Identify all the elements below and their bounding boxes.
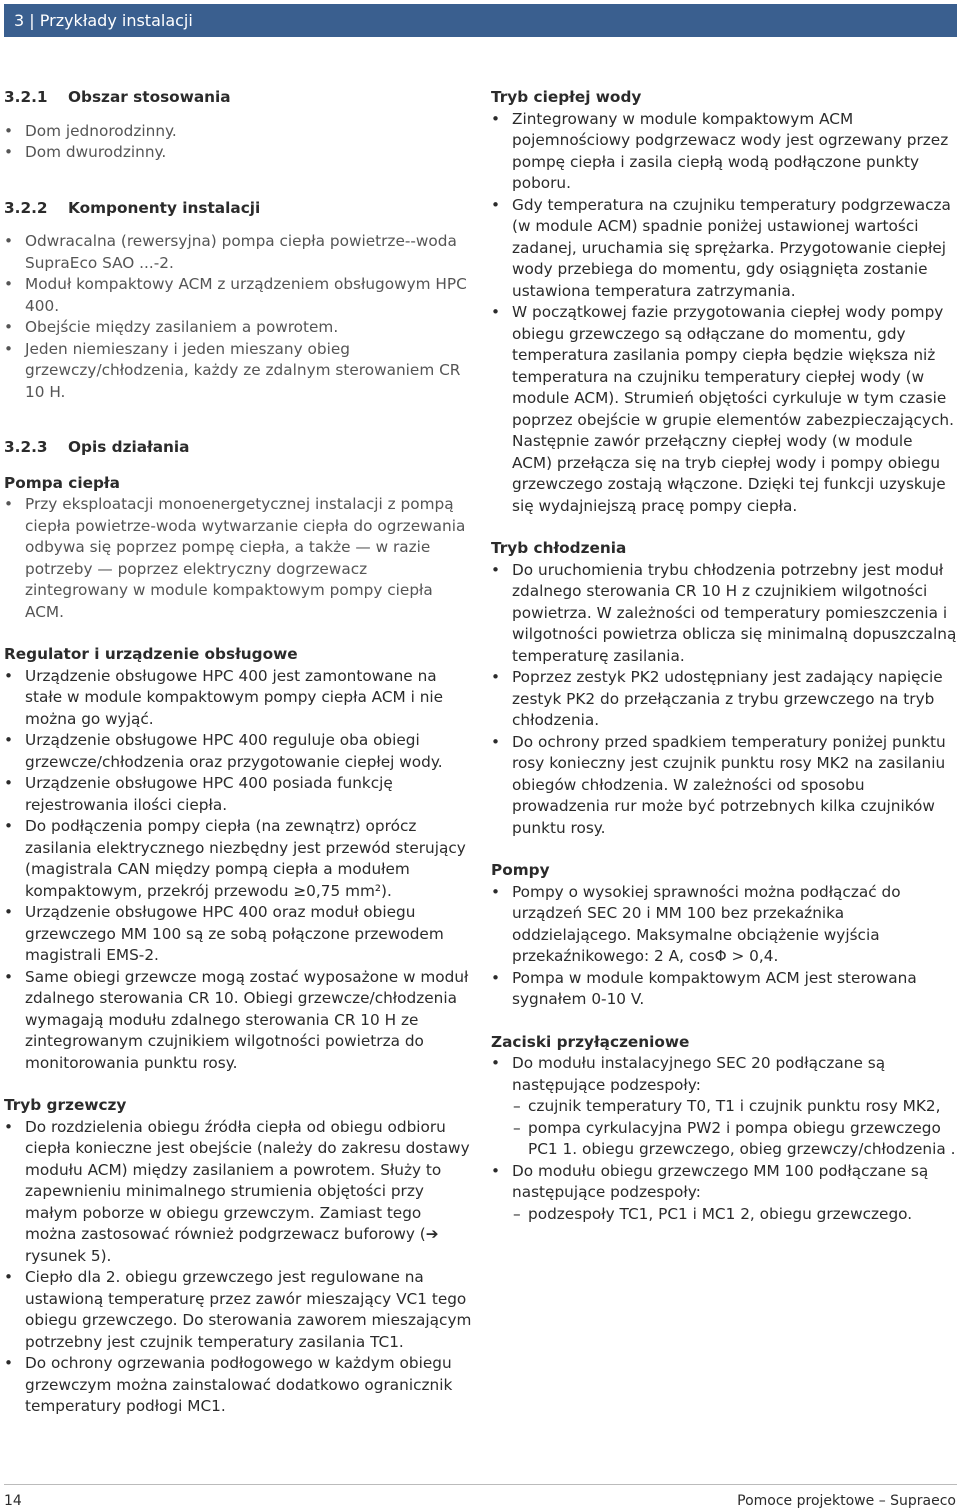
footer-title: Pomoce projektowe – Supraeco: [737, 1493, 956, 1509]
heat-pump-list: [4, 494, 474, 623]
list-item: • W początkowej fazie przygotowania ciepłej wody pompy obiegu grzewczego są odłączane do momentu, gdy temperatura zasilania pompy ciepła będzie większa niż temperatura na czujniku temperatury ciepłej wody (w module ACM). Strumień objętości cyrkuluje w tym czasie poprzez obejście w grupie elementów zabezpieczających. Następnie zawór przełączny ciepłej wody (w module ACM) przełącza się na tryb ciepłej wody i pompy obiegu grzewczego zostają włączone. Dzięki tej funkcji uzyskuje się wydajniejszą pracę pompy ciepła.: [491, 302, 957, 517]
list-item: • Do ochrony ogrzewania podłogowego w każdym obiegu grzewczym można zainstalować dodatkowo ogranicznik temperatury podłogi MC1.: [4, 1353, 474, 1418]
cooling-mode-list: [491, 560, 957, 840]
components-list: [4, 231, 474, 403]
subsection-title: Tryb ciepłej wody: [491, 88, 642, 106]
list-item: • Do podłączenia pompy ciepła (na zewnątrz) oprócz zasilania elektrycznego niezbędny jest przewód sterujący (magistrala CAN między pompą ciepła a modułem kompaktowym, przekrój przewodu ≥0,75 mm²).: [4, 816, 474, 902]
list-item: • Dom jednorodzinny.: [4, 121, 474, 143]
left-column: [4, 87, 474, 1418]
list-item: • Urządzenie obsługowe HPC 400 posiada funkcję rejestrowania ilości ciepła.: [4, 773, 474, 816]
subsection-title: Pompa ciepła: [4, 473, 120, 492]
list-item: • Poprzez zestyk PK2 udostępniany jest zadający napięcie zestyk PK2 do przełączania z trybu grzewczego na tryb chłodzenia.: [491, 667, 957, 732]
section-heading: 3.2.1 Obszar stosowania: [4, 88, 231, 106]
list-item: • Do modułu instalacyjnego SEC 20 podłączane są następujące podzespoły:: [491, 1053, 957, 1096]
list-item: • Do ochrony przed spadkiem temperatury poniżej punktu rosy konieczny jest czujnik punktu rosy MK2 na zasilaniu obiegów chłodzenia. W zależności od sposobu prowadzenia rur może być potrzebnych kilka czujników punktu rosy.: [491, 732, 957, 840]
subsection-title: Pompy: [491, 861, 550, 879]
pumps-list: [491, 882, 957, 1011]
list-item: • Dom dwurodzinny.: [4, 142, 474, 164]
terminals-list: [491, 1053, 957, 1225]
hot-water-list: [491, 109, 957, 518]
list-item: • Przy eksploatacji monoenergetycznej instalacji z pompą ciepła powietrze-woda wytwarzanie ciepła do ogrzewania odbywa się poprzez pompę ciepła, a także — w razie potrzeby — poprzez elektryczny dogrzewacz zintegrowany w module kompaktowym pompy ciepła ACM.: [4, 494, 474, 623]
subsection-title: Zaciski przyłączeniowe: [491, 1032, 690, 1051]
list-item: • Ciepło dla 2. obiegu grzewczego jest regulowane na ustawioną temperaturę przez zawór mieszający VC1 tego obiegu grzewczego. Do sterowania zaworem mieszającym potrzebny jest czujnik temperatury zasilania TC1.: [4, 1267, 474, 1353]
controller-list: [4, 666, 474, 1075]
heating-mode-list: [4, 1117, 474, 1418]
page-number: 14: [4, 1493, 22, 1509]
application-list: [4, 121, 474, 164]
page-header: [4, 4, 957, 37]
list-item: • Do modułu obiegu grzewczego MM 100 podłączane są następujące podzespoły:: [491, 1161, 957, 1204]
sub-list-item: – pompa cyrkulacyjna PW2 i pompa obiegu grzewczego PC1 1. obiegu grzewczego, obieg grzewczy/chłodzenia .: [491, 1118, 957, 1161]
list-item: • Do uruchomienia trybu chłodzenia potrzebny jest moduł zdalnego sterowania CR 10 H z czujnikiem wilgotności powietrza. W zależności od temperatury pomieszczenia i wilgotności powietrza oblicza się minimalną dopuszczalną temperaturę zasilania.: [491, 560, 957, 668]
list-item: • Urządzenie obsługowe HPC 400 reguluje oba obiegi grzewcze/chłodzenia oraz przygotowanie ciepłej wody.: [4, 730, 474, 773]
subsection-title: Tryb grzewczy: [4, 1096, 127, 1114]
footer-divider: [4, 1484, 957, 1485]
right-column: [491, 87, 957, 1225]
list-item: • Pompy o wysokiej sprawności można podłączać do urządzeń SEC 20 i MM 100 bez przekaźnika oddzielającego. Maksymalne obciążenie wyjścia przekaźnikowego: 2 A, cosΦ > 0,4.: [491, 882, 957, 968]
subsection-title: Regulator i urządzenie obsługowe: [4, 645, 298, 663]
sub-list-item: – czujnik temperatury T0, T1 i czujnik punktu rosy MK2,: [491, 1096, 957, 1118]
list-item: • Odwracalna (rewersyjna) pompa ciepła powietrze--woda SupraEco SAO ...-2.: [4, 231, 474, 274]
section-heading: 3.2.3 Opis działania: [4, 438, 190, 456]
section-heading: 3.2.2 Komponenty instalacji: [4, 198, 261, 217]
list-item: • Urządzenie obsługowe HPC 400 jest zamontowane na stałe w module kompaktowym pompy ciepła ACM i nie można go wyjąć.: [4, 666, 474, 731]
header-title: 3 | Przykłady instalacji: [14, 11, 193, 30]
list-item: • Zintegrowany w module kompaktowym ACM pojemnościowy podgrzewacz wody jest ogrzewany przez pompę ciepła i zasila ciepłą wodą podłączone punkty poboru.: [491, 109, 957, 195]
list-item: • Do rozdzielenia obiegu źródła ciepła od obiegu odbioru ciepła konieczne jest obejście (należy do zakresu dostawy modułu ACM) między zasilaniem a powrotem. Służy to zapewnieniu minimalnego strumienia objętości przy małym poborze w obiegu grzewczym. Zamiast tego można zastosować również podgrzewacz buforowy (➔ rysunek 5).: [4, 1117, 474, 1268]
sub-list-item: – podzespoły TC1, PC1 i MC1 2, obiegu grzewczego.: [491, 1204, 957, 1226]
list-item: • Urządzenie obsługowe HPC 400 oraz moduł obiegu grzewczego MM 100 są ze sobą połączone przewodem magistrali EMS-2.: [4, 902, 474, 967]
list-item: • Same obiegi grzewcze mogą zostać wyposażone w moduł zdalnego sterowania CR 10. Obiegi grzewcze/chłodzenia wymagają modułu zdalnego sterowania CR 10 H ze zintegrowanym czujnikiem wilgotności powietrza do monitorowania punktu rosy.: [4, 967, 474, 1075]
list-item: • Gdy temperatura na czujniku temperatury podgrzewacza (w module ACM) spadnie poniżej ustawionej wartości zadanej, uruchamia się sprężarka. Przygotowanie ciepłej wody przebiega do momentu, gdy osiągnięta zostanie ustawiona temperatura zatrzymania.: [491, 195, 957, 303]
list-item: • Moduł kompaktowy ACM z urządzeniem obsługowym HPC 400.: [4, 274, 474, 317]
list-item: • Pompa w module kompaktowym ACM jest sterowana sygnałem 0-10 V.: [491, 968, 957, 1011]
list-item: • Jeden niemieszany i jeden mieszany obieg grzewczy/chłodzenia, każdy ze zdalnym sterowaniem CR 10 H.: [4, 339, 474, 404]
subsection-title: Tryb chłodzenia: [491, 539, 627, 557]
list-item: • Obejście między zasilaniem a powrotem.: [4, 317, 474, 339]
